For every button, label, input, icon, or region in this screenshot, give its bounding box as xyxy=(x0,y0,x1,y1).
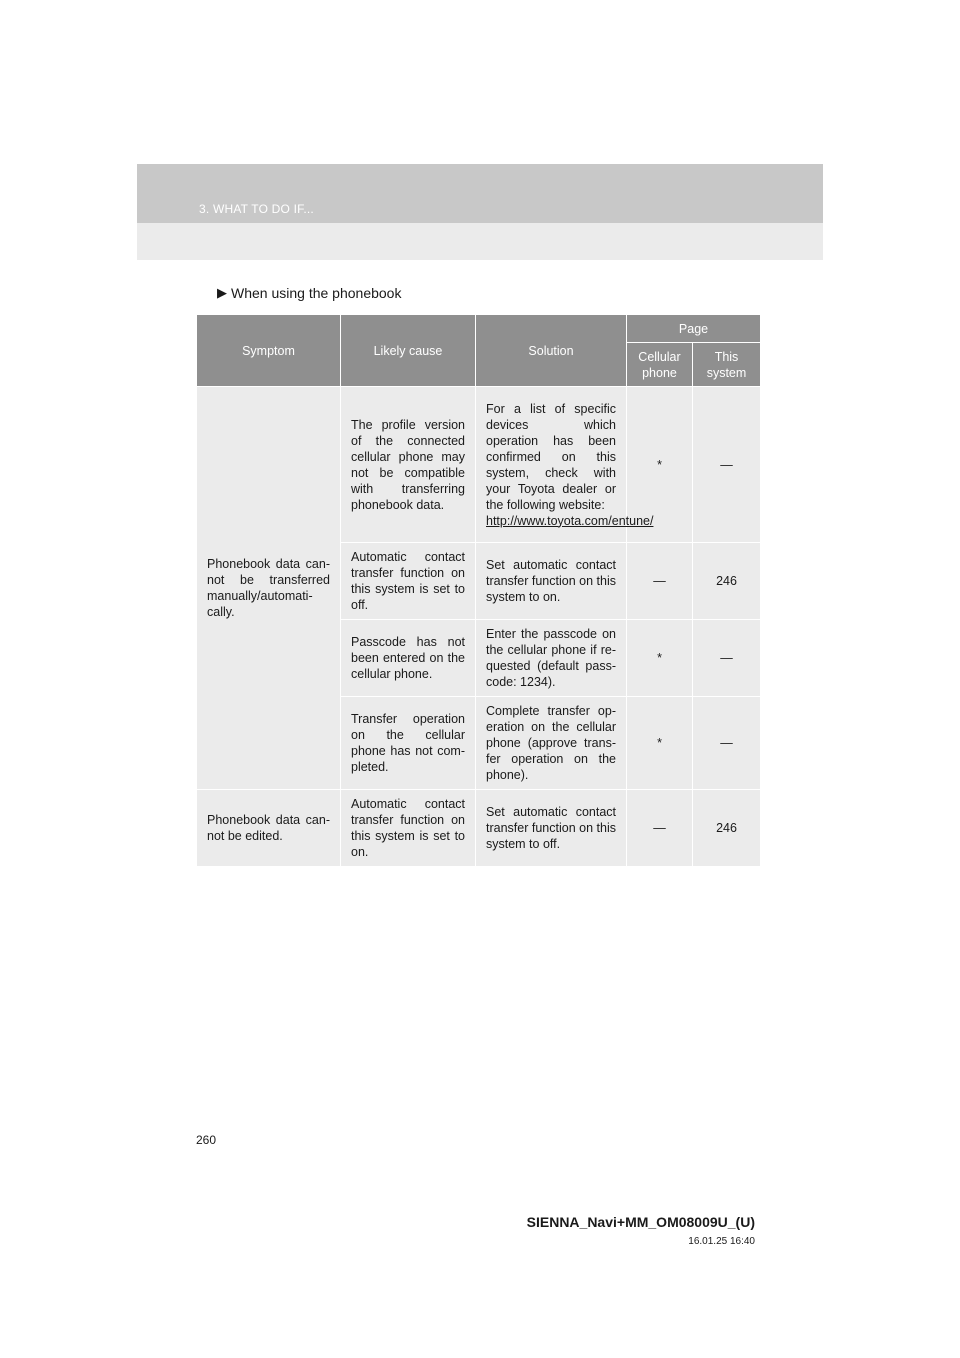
header-page: Page xyxy=(627,315,761,343)
subheading-text: When using the phonebook xyxy=(231,285,402,301)
cause-cell: Automatic contact transfer function on this system is set to off. xyxy=(341,543,476,620)
header-band xyxy=(137,164,823,260)
solution-cell: Enter the passcode on the cellular phone if re-quested (default pass-code: 1234). xyxy=(476,620,627,697)
symptom-cell: Phonebook data can-not be edited. xyxy=(197,790,341,867)
section-title: 3. WHAT TO DO IF... xyxy=(199,202,314,216)
cellular-page-cell: — xyxy=(627,543,693,620)
header-this-system: This system xyxy=(693,343,761,387)
cellular-page-cell: * xyxy=(627,620,693,697)
system-page-cell: — xyxy=(693,387,761,543)
cellular-page-cell: * xyxy=(627,387,693,543)
table-row xyxy=(197,387,761,543)
solution-cell: Set automatic contact transfer function on this system to on. xyxy=(476,543,627,620)
header-top-bar xyxy=(137,164,823,223)
subheading xyxy=(217,285,401,301)
system-page-cell: 246 xyxy=(693,790,761,867)
cause-cell: Passcode has not been entered on the cellular phone. xyxy=(341,620,476,697)
print-date: 16.01.25 16:40 xyxy=(688,1236,755,1247)
play-triangle-icon: ▶ xyxy=(217,285,227,300)
header-solution: Solution xyxy=(476,315,627,387)
cause-cell: Automatic contact transfer function on this system is set to on. xyxy=(341,790,476,867)
website-link[interactable]: http://www.toyota.com/entune/ xyxy=(486,513,654,528)
symptom-cell: Phonebook data can-not be transferred manually/automati-cally. xyxy=(197,387,341,790)
cause-cell: Transfer operation on the cellular phone has not com-pleted. xyxy=(341,697,476,790)
table-row xyxy=(197,790,761,867)
solution-text: For a list of specific devices which operation has been confirmed on this system, check with your Toyota dealer or the following website: xyxy=(486,401,616,512)
header-cellular-phone: Cellular phone xyxy=(627,343,693,387)
header-symptom: Symptom xyxy=(197,315,341,387)
system-page-cell: — xyxy=(693,620,761,697)
cause-cell: The profile version of the connected cellular phone may not be compatible with transferring phonebook data. xyxy=(341,387,476,543)
solution-cell xyxy=(476,387,654,543)
header-likely-cause: Likely cause xyxy=(341,315,476,387)
solution-cell: Set automatic contact transfer function on this system to off. xyxy=(476,790,627,867)
page-number: 260 xyxy=(196,1133,217,1147)
system-page-cell: — xyxy=(693,697,761,790)
system-page-cell: 246 xyxy=(693,543,761,620)
solution-cell: Complete transfer op-eration on the cellular phone (approve trans-fer operation on the phone). xyxy=(476,697,627,790)
cellular-page-cell: — xyxy=(627,790,693,867)
document-code: SIENNA_Navi+MM_OM08009U_(U) xyxy=(526,1214,755,1230)
troubleshooting-table xyxy=(196,314,761,867)
cellular-page-cell: * xyxy=(627,697,693,790)
